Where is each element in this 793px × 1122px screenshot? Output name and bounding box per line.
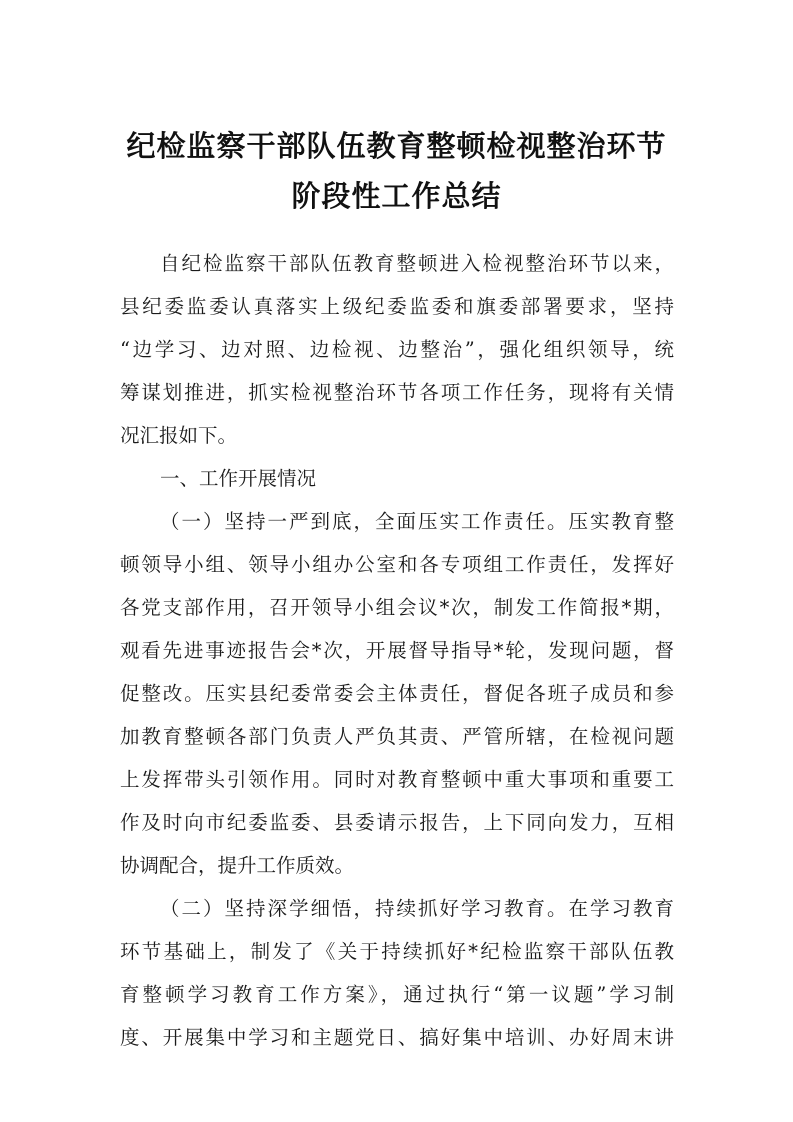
- document-title-line-2: 阶段性工作总结: [291, 179, 502, 213]
- paragraph-line: 况汇报如下。: [120, 424, 238, 447]
- paragraph-line: 协调配合，提升工作质效。: [120, 854, 355, 877]
- document-title-line-1: 纪检监察干部队伍教育整顿检视整治环节: [126, 129, 667, 163]
- paragraph-line: 顿领导小组、领导小组办公室和各专项组工作责任，发挥好: [120, 553, 674, 576]
- section-heading: 一、工作开展情况: [160, 467, 317, 490]
- paragraph-line: “边学习、边对照、边检视、边整治”，强化组织领导，统: [120, 338, 674, 361]
- paragraph-line: （一）坚持一严到底，全面压实工作责任。压实教育整: [160, 510, 674, 533]
- paragraph-line: 县纪委监委认真落实上级纪委监委和旗委部署要求，坚持: [120, 295, 674, 318]
- paragraph-line: 自纪检监察干部队伍教育整顿进入检视整治环节以来，: [160, 252, 674, 275]
- paragraph-line: 筹谋划推进，抓实检视整治环节各项工作任务，现将有关情: [120, 381, 674, 404]
- paragraph-line: 环节基础上，制发了《关于持续抓好*纪检监察干部队伍教: [120, 940, 674, 963]
- paragraph-line: 度、开展集中学习和主题党日、搞好集中培训、办好周末讲: [120, 1026, 674, 1049]
- paragraph-line: 上发挥带头引领作用。同时对教育整顿中重大事项和重要工: [120, 768, 674, 791]
- paragraph-line: 作及时向市纪委监委、县委请示报告，上下同向发力，互相: [120, 811, 674, 834]
- paragraph-line: （二）坚持深学细悟，持续抓好学习教育。在学习教育: [160, 897, 674, 920]
- paragraph-line: 观看先进事迹报告会*次，开展督导指导*轮，发现问题，督: [120, 639, 674, 662]
- paragraph-line: 各党支部作用，召开领导小组会议*次，制发工作简报*期，: [120, 596, 674, 619]
- paragraph-line: 育整顿学习教育工作方案》，通过执行“第一议题”学习制: [120, 983, 674, 1006]
- paragraph-line: 加教育整顿各部门负责人严负其责、严管所辖，在检视问题: [120, 725, 674, 748]
- paragraph-line: 促整改。压实县纪委常委会主体责任，督促各班子成员和参: [120, 682, 674, 705]
